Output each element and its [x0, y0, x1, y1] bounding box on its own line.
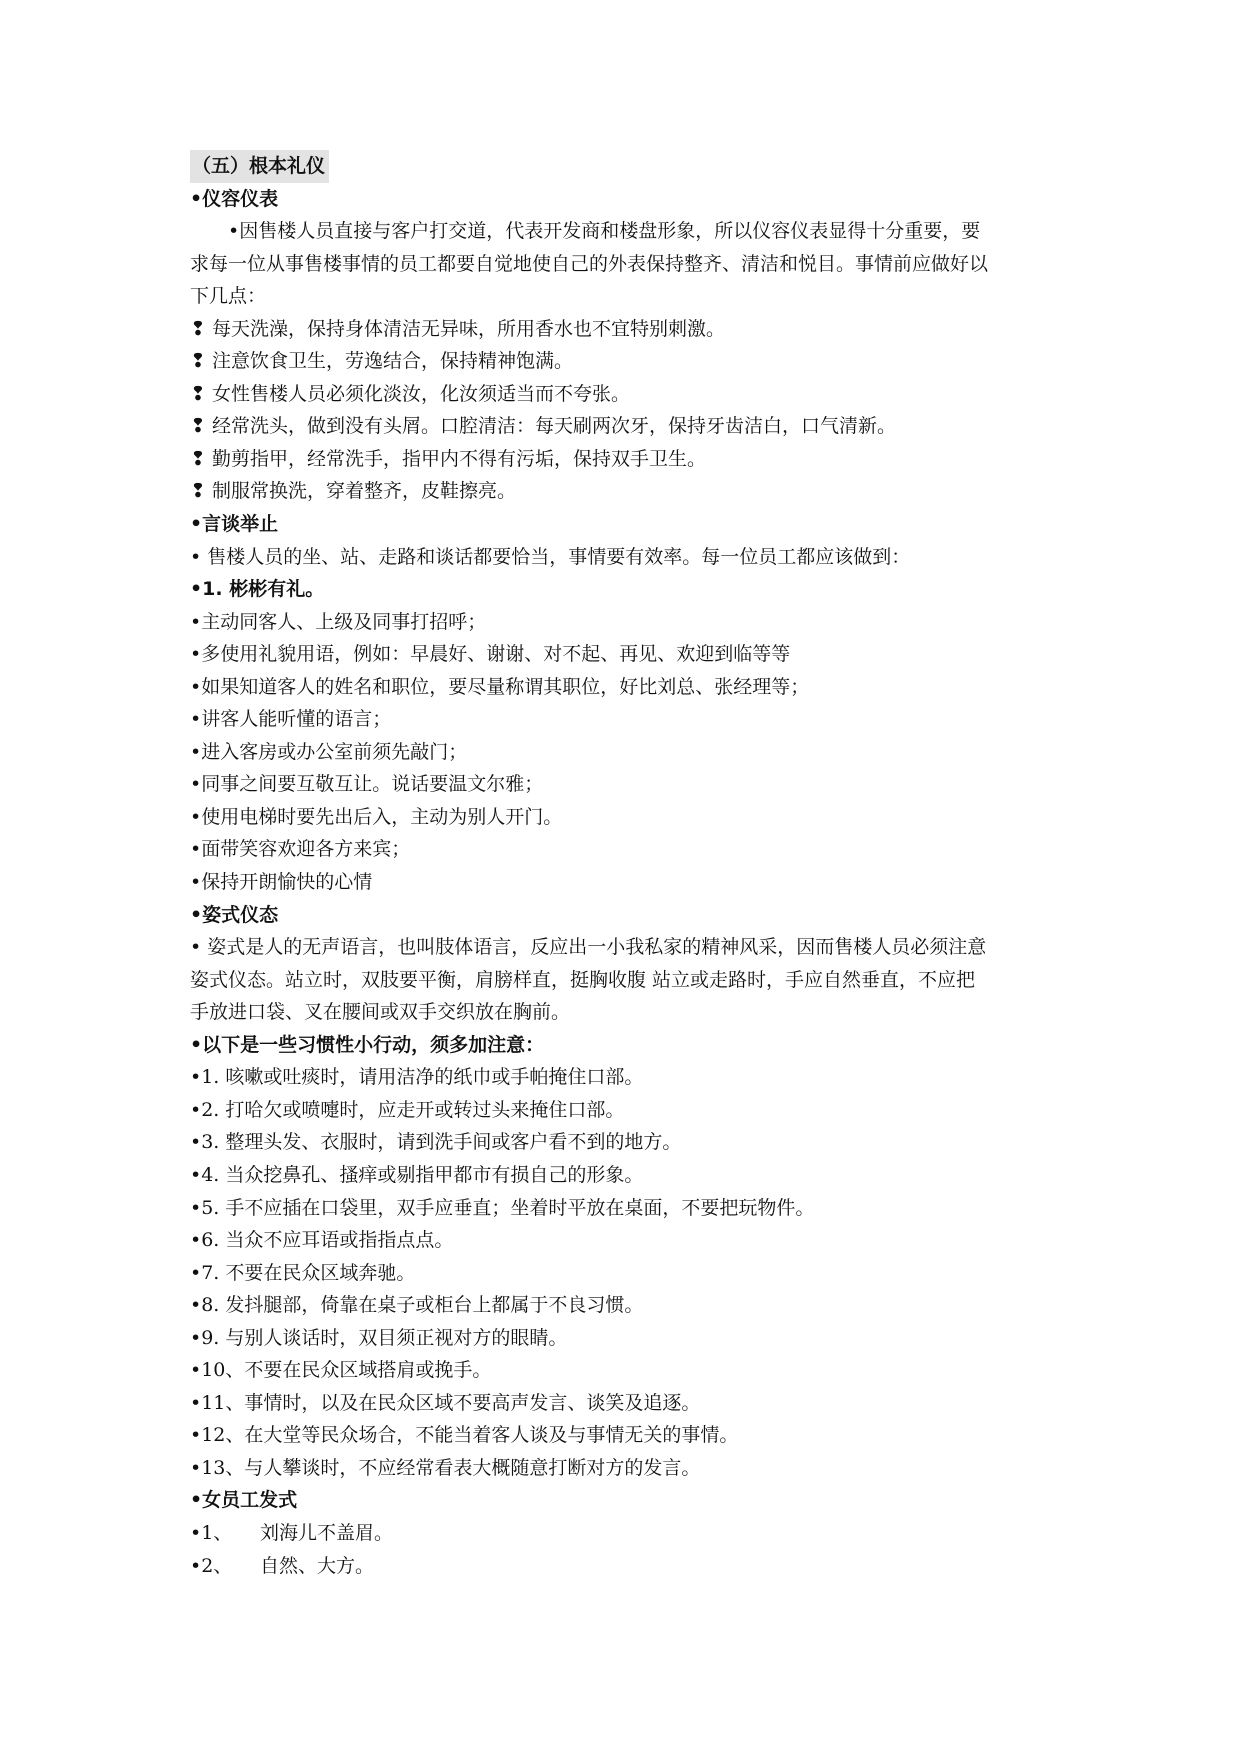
paragraph-line: •因售楼人员直接与客户打交道，代表开发商和楼盘形象，所以仪容仪表显得十分重要，要 [228, 220, 981, 243]
heading-posture: •姿式仪态 [190, 903, 279, 926]
list-item: •3. 整理头发、衣服时，请到洗手间或客户看不到的地方。 [190, 1131, 682, 1154]
list-item: •讲客人能听懂的语言； [190, 708, 392, 731]
list-item: •6. 当众不应耳语或指指点点。 [190, 1229, 454, 1252]
subheading-courtesy: •1. 彬彬有礼。 [190, 578, 325, 601]
list-item: ❢ 经常洗头，做到没有头屑。口腔清洁：每天刷两次牙，保持牙齿洁白，口气清新。 [190, 415, 896, 438]
heading-appearance: •仪容仪表 [190, 187, 279, 210]
list-item: •8. 发抖腿部，倚靠在桌子或柜台上都属于不良习惯。 [190, 1294, 644, 1317]
list-item: •12、在大堂等民众场合，不能当着客人谈及与事情无关的事情。 [190, 1424, 739, 1447]
document-page [190, 150, 1070, 1582]
paragraph-line: • 姿式是人的无声语言，也叫肢体语言，反应出一小我私家的精神风采，因而售楼人员必须注意 [190, 936, 987, 959]
paragraph-line: 求每一位从事售楼事情的员工都要自觉地使自己的外表保持整齐、清洁和悦目。事情前应做好以 [190, 252, 989, 275]
list-item: •4. 当众挖鼻孔、搔痒或剔指甲都市有损自己的形象。 [190, 1163, 644, 1186]
list-item: •5. 手不应插在口袋里，双手应垂直；坐着时平放在桌面，不要把玩物件。 [190, 1196, 815, 1219]
list-item: •保持开朗愉快的心情 [190, 871, 373, 894]
list-item: ❢ 女性售楼人员必须化淡汝，化汝须适当而不夸张。 [190, 382, 630, 405]
section-title: （五）根本礼仪 [190, 150, 329, 183]
title-line [190, 150, 1070, 183]
list-item: •7. 不要在民众区域奔驰。 [190, 1261, 416, 1284]
list-item: •面带笑容欢迎各方来宾； [190, 838, 411, 861]
list-item: ❢ 制服常换洗，穿着整齐，皮鞋擦亮。 [190, 480, 516, 503]
list-item: •多使用礼貌用语，例如：早晨好、谢谢、对不起、再见、欢迎到临等等 [190, 643, 791, 666]
list-item [190, 1517, 1070, 1550]
paragraph-line: 下几点： [190, 285, 267, 308]
list-item: •13、与人攀谈时，不应经常看表大概随意打断对方的发言。 [190, 1456, 701, 1479]
list-item: •如果知道客人的姓名和职位，要尽量称谓其职位，好比刘总、张经理等； [190, 675, 810, 698]
list-marker: •1、 [190, 1521, 233, 1544]
list-item: •10、不要在民众区域搭肩或挽手。 [190, 1359, 492, 1382]
list-item: ❢ 注意饮食卫生，劳逸结合，保持精神饱满。 [190, 350, 573, 373]
heading-habits: •以下是一些习惯性小行动，须多加注意： [190, 1033, 545, 1056]
list-item: ❢ 每天洗澡，保持身体清洁无异味，所用香水也不宜特别刺激。 [190, 317, 725, 340]
list-item-text: 刘海儿不盖眉。 [260, 1521, 394, 1544]
list-item: ❢ 勤剪指甲，经常洗手，指甲内不得有污垢，保持双手卫生。 [190, 447, 706, 470]
paragraph-line: 姿式仪态。站立时，双肢要平衡，肩膀样直，挺胸收腹 站立或走路时，手应自然垂直，不应把 [190, 968, 976, 991]
list-item: •2. 打哈欠或喷嚏时，应走开或转过头来掩住口部。 [190, 1098, 625, 1121]
list-item: •9. 与别人谈话时，双目须正视对方的眼睛。 [190, 1326, 568, 1349]
heading-speech: •言谈举止 [190, 513, 279, 536]
list-item: •1. 咳嗽或吐痰时，请用洁净的纸巾或手帕掩住口部。 [190, 1066, 644, 1089]
list-item [190, 1550, 1070, 1583]
heading-hairstyle: •女员工发式 [190, 1489, 298, 1512]
paragraph-line: 手放进口袋、叉在腰间或双手交织放在胸前。 [190, 1001, 571, 1024]
list-item: •同事之间要互敬互让。说话要温文尔雅； [190, 773, 544, 796]
list-marker: •2、 [190, 1554, 233, 1577]
list-item: •使用电梯时要先出后入，主动为别人开门。 [190, 805, 563, 828]
list-item: •进入客房或办公室前须先敲门； [190, 740, 468, 763]
list-item: •11、事情时，以及在民众区域不要高声发言、谈笑及追逐。 [190, 1391, 701, 1414]
paragraph-line: • 售楼人员的坐、站、走路和谈话都要恰当，事情要有效率。每一位员工都应该做到： [190, 545, 911, 568]
list-item-text: 自然、大方。 [260, 1554, 375, 1577]
list-item: •主动同客人、上级及同事打招呼； [190, 610, 487, 633]
